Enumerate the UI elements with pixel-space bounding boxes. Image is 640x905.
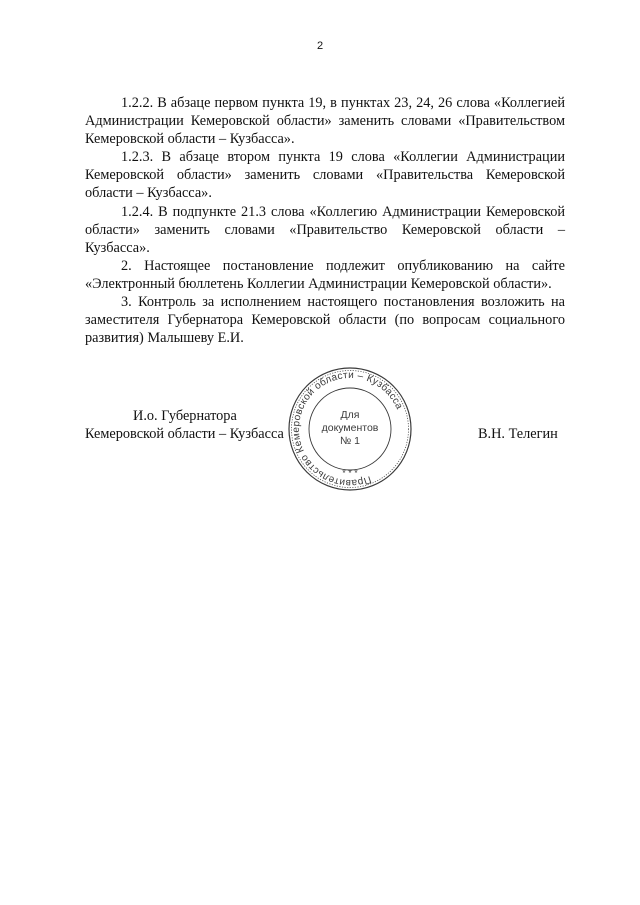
seal-center-line3: № 1 [339, 435, 361, 447]
seal-center-line1: Для [340, 409, 360, 421]
paragraph-1-2-2: 1.2.2. В абзаце первом пункта 19, в пунктах 23, 24, 26 слова «Коллегией Администрации Кемеровской области» заменить словами «Правительством Кемеровской области – Кузбасса». [85, 95, 565, 148]
signatory-name: В.Н. Телегин [478, 426, 558, 442]
page-number: 2 [316, 40, 324, 52]
document-body [85, 94, 565, 347]
paragraph-2: 2. Настоящее постановление подлежит опубликованию на сайте «Электронный бюллетень Коллегии Администрации Кемеровской области». [85, 257, 565, 292]
seal-bottom-marks: * * * [342, 468, 358, 478]
paragraph-3: 3. Контроль за исполнением настоящего постановления возложить на заместителя Губернатора Кемеровской области (по вопросам социального развития) Малышеву Е.И. [85, 294, 565, 347]
paragraph-1-2-3: 1.2.3. В абзаце втором пункта 19 слова «Коллегии Администрации Кемеровской области» заменить словами «Правительства Кемеровской области – Кузбасса». [85, 149, 565, 202]
seal-center-line2: документов [321, 422, 379, 434]
seal-ring-text: Правительство Кемеровской области – Кузбасса [290, 369, 405, 489]
paragraph-1-2-4: 1.2.4. В подпункте 21.3 слова «Коллегию Администрации Кемеровской области» заменить словами «Правительство Кемеровской области – Кузбасса». [85, 203, 565, 256]
signatory-title-line1: И.о. Губернатора [133, 408, 237, 424]
signatory-title-line2: Кемеровской области – Кузбасса [85, 426, 284, 442]
seal-graphic [287, 366, 413, 492]
official-seal-stamp [287, 366, 413, 492]
